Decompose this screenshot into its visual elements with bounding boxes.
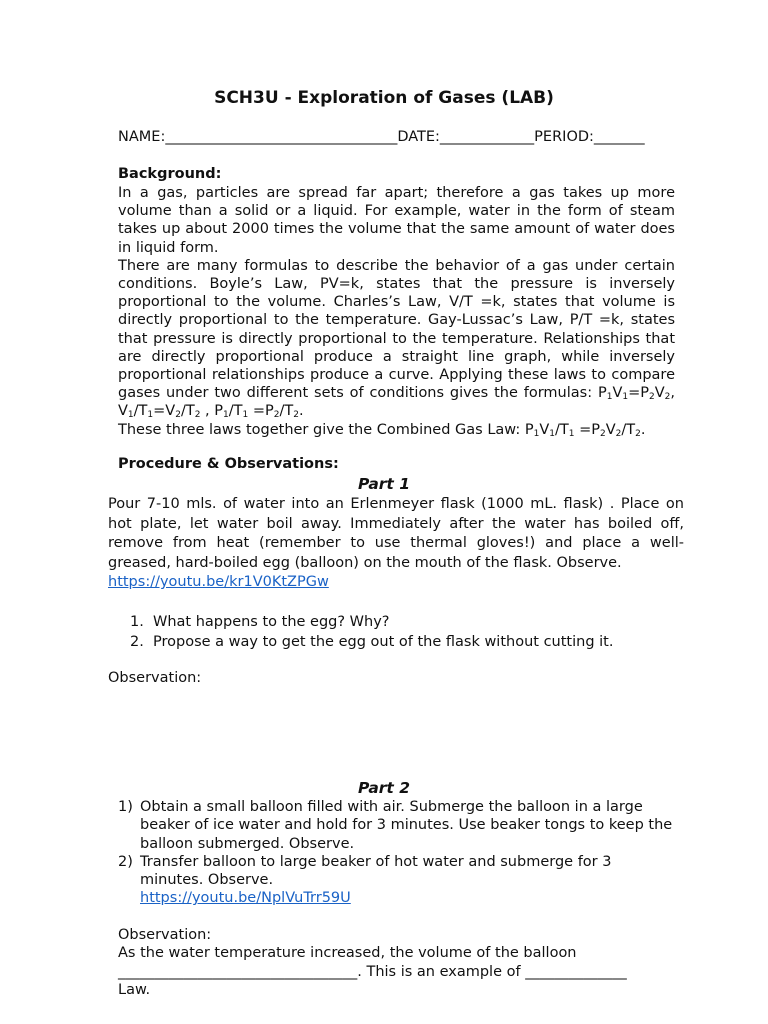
observation-line-1: As the water temperature increased, the volume of the balloon: [118, 945, 577, 962]
part1-instructions: [108, 495, 684, 593]
background-paragraph-1: In a gas, particles are spread far apart; therefore a gas takes up more volume than a solid or a liquid. For example, water in the form of steam takes up about 2000 times the volume that the same amount of water does in liquid form.: [118, 185, 675, 256]
list-item: [130, 632, 690, 652]
background-paragraph-2: [118, 257, 675, 421]
gas-law-formulas: $P_1V_1=P_2V_2$, $V_1/T_1=V_2/T_2$ , $P_1/T_1 =P_2/T_2$.: [118, 385, 675, 421]
observation-line-3: Law.: [118, 981, 151, 998]
step-number: 1): [118, 799, 133, 815]
list-item: [118, 798, 678, 853]
step-text: Obtain a small balloon filled with air. Submerge the balloon in a large beaker of ice water and hold for 3 minutes. Use beaker tongs to keep the balloon submerged. Observe.: [140, 799, 673, 852]
background-paragraph-3-text: These three laws together give the Combined Gas Law:: [118, 421, 525, 438]
part2-observation: [118, 926, 678, 999]
name-date-period-line[interactable]: NAME:________________________________DATE:_____________PERIOD:_______: [118, 129, 645, 145]
part1-questions: [130, 612, 690, 652]
observation-blank-line[interactable]: _________________________________. This is an example of ______________: [118, 963, 627, 980]
combined-gas-law-formula: $P_1V_1/T_1 =P_2V_2/T_2$.: [524, 421, 646, 439]
question-text: Propose a way to get the egg out of the flask without cutting it.: [153, 634, 614, 650]
part1-observation-label: Observation:: [108, 670, 202, 686]
list-item: [130, 612, 690, 632]
part1-video-link[interactable]: https://youtu.be/kr1V0KtZPGw: [108, 574, 329, 590]
background-text: [118, 184, 675, 439]
part2-video-link[interactable]: https://youtu.be/NplVuTrr59U: [140, 890, 351, 907]
step-number: 2): [118, 853, 133, 870]
background-paragraph-2-text: There are many formulas to describe the behavior of a gas under certain conditions. Boyle’s Law, PV=k, states that the pressure is inversely proportional to the volume. Charles’s Law, V/T =k, states that volume is directly proportional to the temperature. Gay-Lussac’s Law, P/T =k, states that pressure is directly proportional to the temperature. Relationships that are directly proportional produce a straight line graph, while inversely proportional relationships produce a curve. Applying these laws to compare gases under two different sets of conditions gives the formulas:: [118, 257, 675, 402]
part2-steps: [118, 798, 678, 908]
part2-title: Part 2: [357, 779, 411, 797]
background-paragraph-3: [118, 421, 675, 439]
step-text: Transfer balloon to large beaker of hot water and submerge for 3 minutes. Observe.: [140, 853, 612, 889]
part1-title: Part 1: [357, 475, 411, 493]
part1-text: Pour 7-10 mls. of water into an Erlenmeyer flask (1000 mL. flask) . Place on hot plate, let water boil away. Immediately after the water has boiled off, remove from heat (remember to use thermal gloves!) and place a well-greased, hard-boiled egg (balloon) on the mouth of the flask. Observe.: [108, 496, 684, 571]
page-title: SCH3U - Exploration of Gases (LAB): [214, 88, 554, 108]
question-number: 2.: [130, 634, 144, 650]
question-text: What happens to the egg? Why?: [153, 614, 390, 630]
procedure-heading: Procedure & Observations:: [118, 456, 339, 472]
list-item: [118, 853, 678, 908]
step-body: [140, 853, 678, 908]
background-heading: Background:: [118, 166, 222, 182]
question-number: 1.: [130, 614, 144, 630]
part2-observation-label: Observation:: [118, 927, 212, 943]
